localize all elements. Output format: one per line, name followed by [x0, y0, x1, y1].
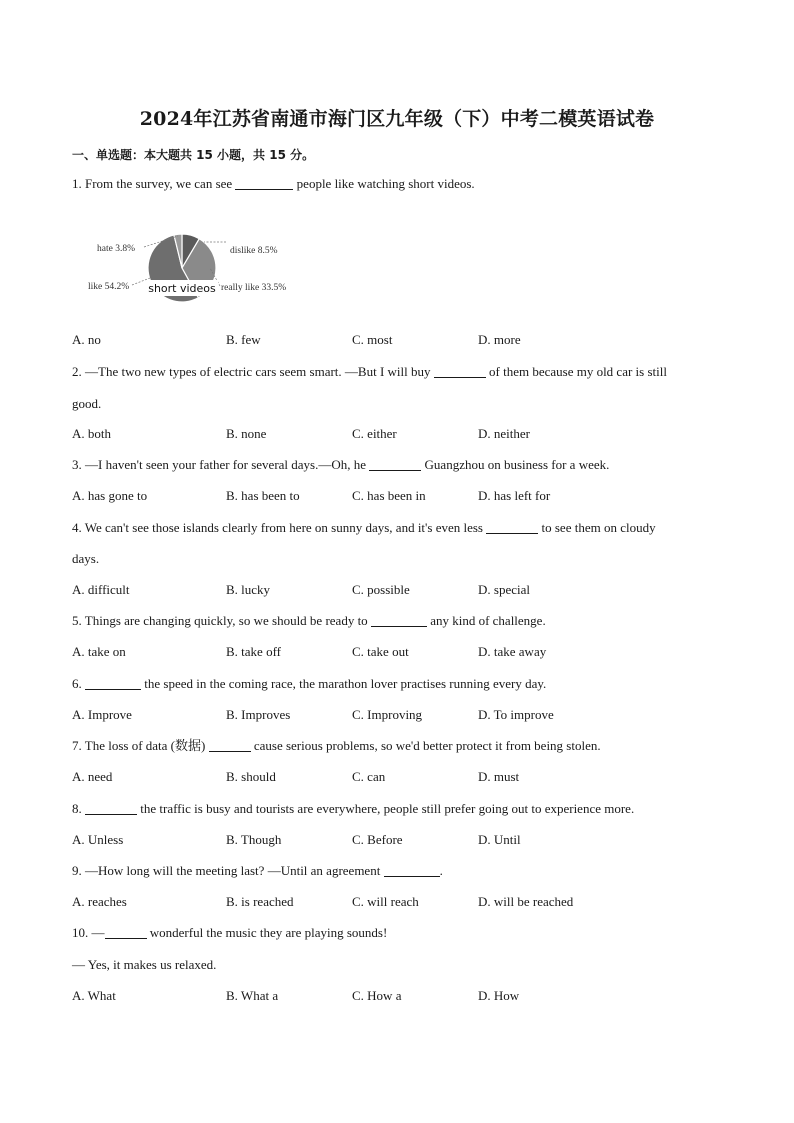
option-c[interactable]: C. most [352, 332, 393, 347]
question-text: wonderful the music they are playing sounds! [149, 925, 388, 940]
question-text: 4. We can't see those islands clearly from here on sunny days, and it's even less [72, 520, 483, 535]
page-title: 2024年江苏省南通市海门区九年级（下）中考二模英语试卷 [139, 108, 655, 130]
option-a[interactable]: A. need [72, 769, 113, 784]
option-b[interactable]: B. should [226, 769, 276, 784]
option-b[interactable]: B. Improves [226, 707, 291, 722]
options-q5 [72, 644, 722, 660]
question-text: 5. Things are changing quickly, so we should be ready to [72, 613, 368, 628]
option-a[interactable]: A. difficult [72, 582, 130, 597]
option-d[interactable]: D. must [478, 769, 520, 784]
option-c[interactable]: C. take out [352, 644, 409, 659]
answer-blank [384, 864, 440, 877]
option-c[interactable]: C. can [352, 769, 386, 784]
question-text: 1. From the survey, we can see [72, 176, 233, 191]
option-c[interactable]: C. Improving [352, 707, 423, 722]
question-2-continued: good. [72, 396, 102, 411]
question-10 [72, 925, 387, 941]
option-c[interactable]: C. has been in [352, 488, 426, 503]
question-text: 3. —I haven't seen your father for several days.—Oh, he [72, 457, 367, 472]
answer-blank [486, 521, 538, 534]
option-d[interactable]: D. more [478, 332, 521, 347]
option-d[interactable]: D. To improve [478, 707, 554, 722]
slice-label: dislike 8.5% [230, 246, 278, 256]
question-2 [72, 364, 667, 380]
question-4-continued: days. [72, 551, 100, 566]
question-text: 6. [72, 676, 82, 691]
option-d[interactable]: D. neither [478, 426, 530, 441]
option-b[interactable]: B. is reached [226, 894, 294, 909]
options-q1 [72, 332, 722, 348]
option-c[interactable]: C. possible [352, 582, 410, 597]
option-a[interactable]: A. take on [72, 644, 126, 659]
pie-chart [86, 226, 306, 306]
answer-blank [371, 614, 427, 627]
answer-blank [235, 177, 293, 190]
question-text: to see them on cloudy [541, 520, 656, 535]
answer-blank [209, 739, 251, 752]
option-b[interactable]: B. none [226, 426, 267, 441]
answer-blank [434, 365, 486, 378]
answer-blank [85, 677, 141, 690]
options-q6 [72, 707, 722, 723]
option-a[interactable]: A. reaches [72, 894, 127, 909]
options-q3 [72, 488, 722, 504]
option-a[interactable]: A. What [72, 988, 116, 1003]
option-a[interactable]: A. has gone to [72, 488, 148, 503]
question-5 [72, 613, 546, 629]
question-text: 7. The loss of data (数据) [72, 738, 206, 753]
question-text: 10. — [72, 925, 105, 940]
question-text: the speed in the coming race, the marathon lover practises running every day. [144, 676, 547, 691]
option-a[interactable]: A. Unless [72, 832, 124, 847]
question-text: cause serious problems, so we'd better protect it from being stolen. [253, 738, 601, 753]
section-heading: 一、单选题：本大题共 15 小题，共 15 分。 [72, 148, 315, 162]
option-c[interactable]: C. How a [352, 988, 402, 1003]
question-6 [72, 676, 546, 692]
question-8 [72, 801, 634, 817]
option-b[interactable]: B. few [226, 332, 261, 347]
option-a[interactable]: A. no [72, 332, 101, 347]
question-text: of them because my old car is still [489, 364, 667, 379]
options-q2 [72, 426, 722, 442]
slice-label: hate 3.8% [97, 244, 135, 254]
option-d[interactable]: D. special [478, 582, 530, 597]
option-b[interactable]: B. take off [226, 644, 281, 659]
question-text: 2. —The two new types of electric cars seem smart. —But I will buy [72, 364, 431, 379]
option-b[interactable]: B. Though [226, 832, 282, 847]
question-7 [72, 738, 601, 754]
option-b[interactable]: B. has been to [226, 488, 300, 503]
option-d[interactable]: D. Until [478, 832, 521, 847]
option-c[interactable]: C. will reach [352, 894, 419, 909]
question-1 [72, 176, 475, 192]
options-q8 [72, 832, 722, 848]
option-d[interactable]: D. How [478, 988, 520, 1003]
option-d[interactable]: D. will be reached [478, 894, 574, 909]
options-q4 [72, 582, 722, 598]
question-4 [72, 520, 656, 536]
option-c[interactable]: C. either [352, 426, 397, 441]
option-a[interactable]: A. Improve [72, 707, 132, 722]
slice-label: really like 33.5% [221, 283, 287, 293]
option-c[interactable]: C. Before [352, 832, 403, 847]
question-text: the traffic is busy and tourists are everywhere, people still prefer going out to experience more. [140, 801, 635, 816]
question-3 [72, 457, 609, 473]
answer-blank [105, 926, 147, 939]
option-d[interactable]: D. has left for [478, 488, 551, 503]
question-9 [72, 863, 443, 879]
options-q7 [72, 769, 722, 785]
question-text: Guangzhou on business for a week. [424, 457, 610, 472]
answer-blank [85, 802, 137, 815]
chart-title: short videos [148, 282, 216, 295]
question-text: any kind of challenge. [430, 613, 546, 628]
slice-label: like 54.2% [88, 282, 130, 292]
question-text: people like watching short videos. [296, 176, 475, 191]
option-a[interactable]: A. both [72, 426, 111, 441]
question-10-continued: — Yes, it makes us relaxed. [72, 957, 217, 972]
options-q10 [72, 988, 722, 1004]
question-text: . [439, 863, 443, 878]
question-text: 9. —How long will the meeting last? —Until an agreement [72, 863, 381, 878]
answer-blank [369, 458, 421, 471]
options-q9 [72, 894, 722, 910]
question-text: 8. [72, 801, 82, 816]
option-b[interactable]: B. What a [226, 988, 279, 1003]
option-b[interactable]: B. lucky [226, 582, 271, 597]
option-d[interactable]: D. take away [478, 644, 547, 659]
